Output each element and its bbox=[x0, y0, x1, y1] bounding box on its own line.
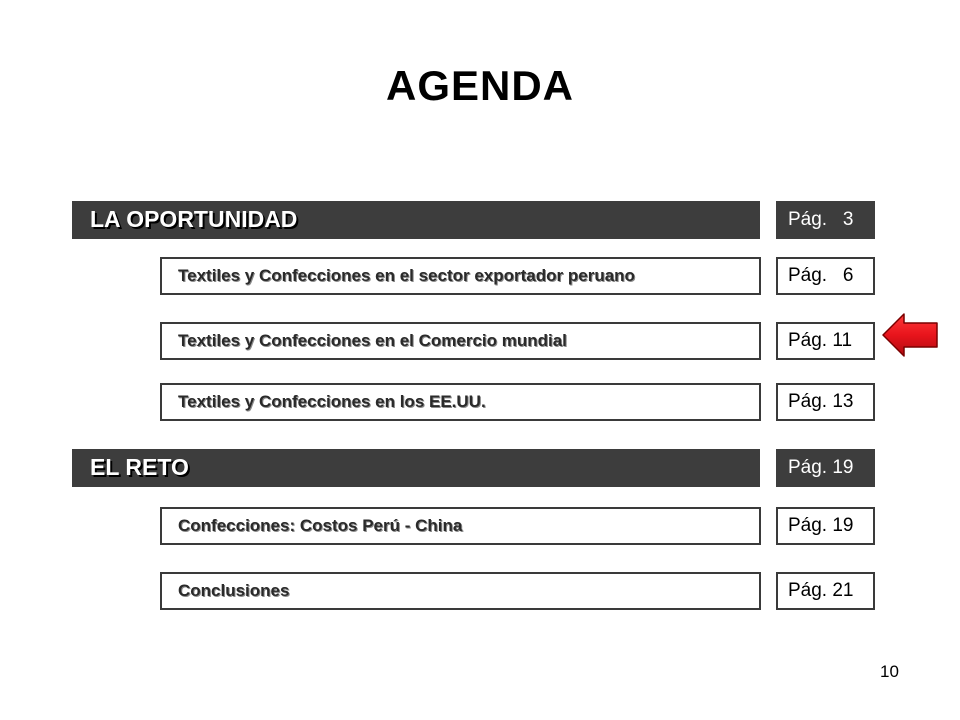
page-ref-la-oportunidad: Pág. 3 bbox=[776, 201, 875, 239]
page-ref-costos-peru-china: Pág. 19 bbox=[776, 507, 875, 545]
item-conclusiones bbox=[160, 572, 761, 610]
red-arrow-left-icon bbox=[882, 312, 940, 358]
section-la-oportunidad bbox=[72, 201, 760, 239]
section-el-reto bbox=[72, 449, 760, 487]
section-label: LA OPORTUNIDAD bbox=[90, 206, 298, 232]
slide-number: 10 bbox=[880, 662, 899, 681]
item-eeuu bbox=[160, 383, 761, 421]
page-ref-conclusiones: Pág. 21 bbox=[776, 572, 875, 610]
agenda-title: AGENDA bbox=[385, 62, 574, 109]
item-label: Textiles y Confecciones en el sector exportador peruano bbox=[178, 266, 635, 285]
item-label: Confecciones: Costos Perú - China bbox=[178, 516, 463, 535]
item-label: Textiles y Confecciones en los EE.UU. bbox=[178, 392, 486, 411]
item-comercio-mundial bbox=[160, 322, 761, 360]
item-label: Textiles y Confecciones en el Comercio mundial bbox=[178, 331, 567, 350]
item-sector-exportador bbox=[160, 257, 761, 295]
page-ref-comercio-mundial: Pág. 11 bbox=[776, 322, 875, 360]
section-label: EL RETO bbox=[90, 454, 189, 480]
item-label: Conclusiones bbox=[178, 581, 290, 600]
page-ref-sector-exportador: Pág. 6 bbox=[776, 257, 875, 295]
page-ref-eeuu: Pág. 13 bbox=[776, 383, 875, 421]
page-ref-el-reto: Pág. 19 bbox=[776, 449, 875, 487]
item-costos-peru-china bbox=[160, 507, 761, 545]
